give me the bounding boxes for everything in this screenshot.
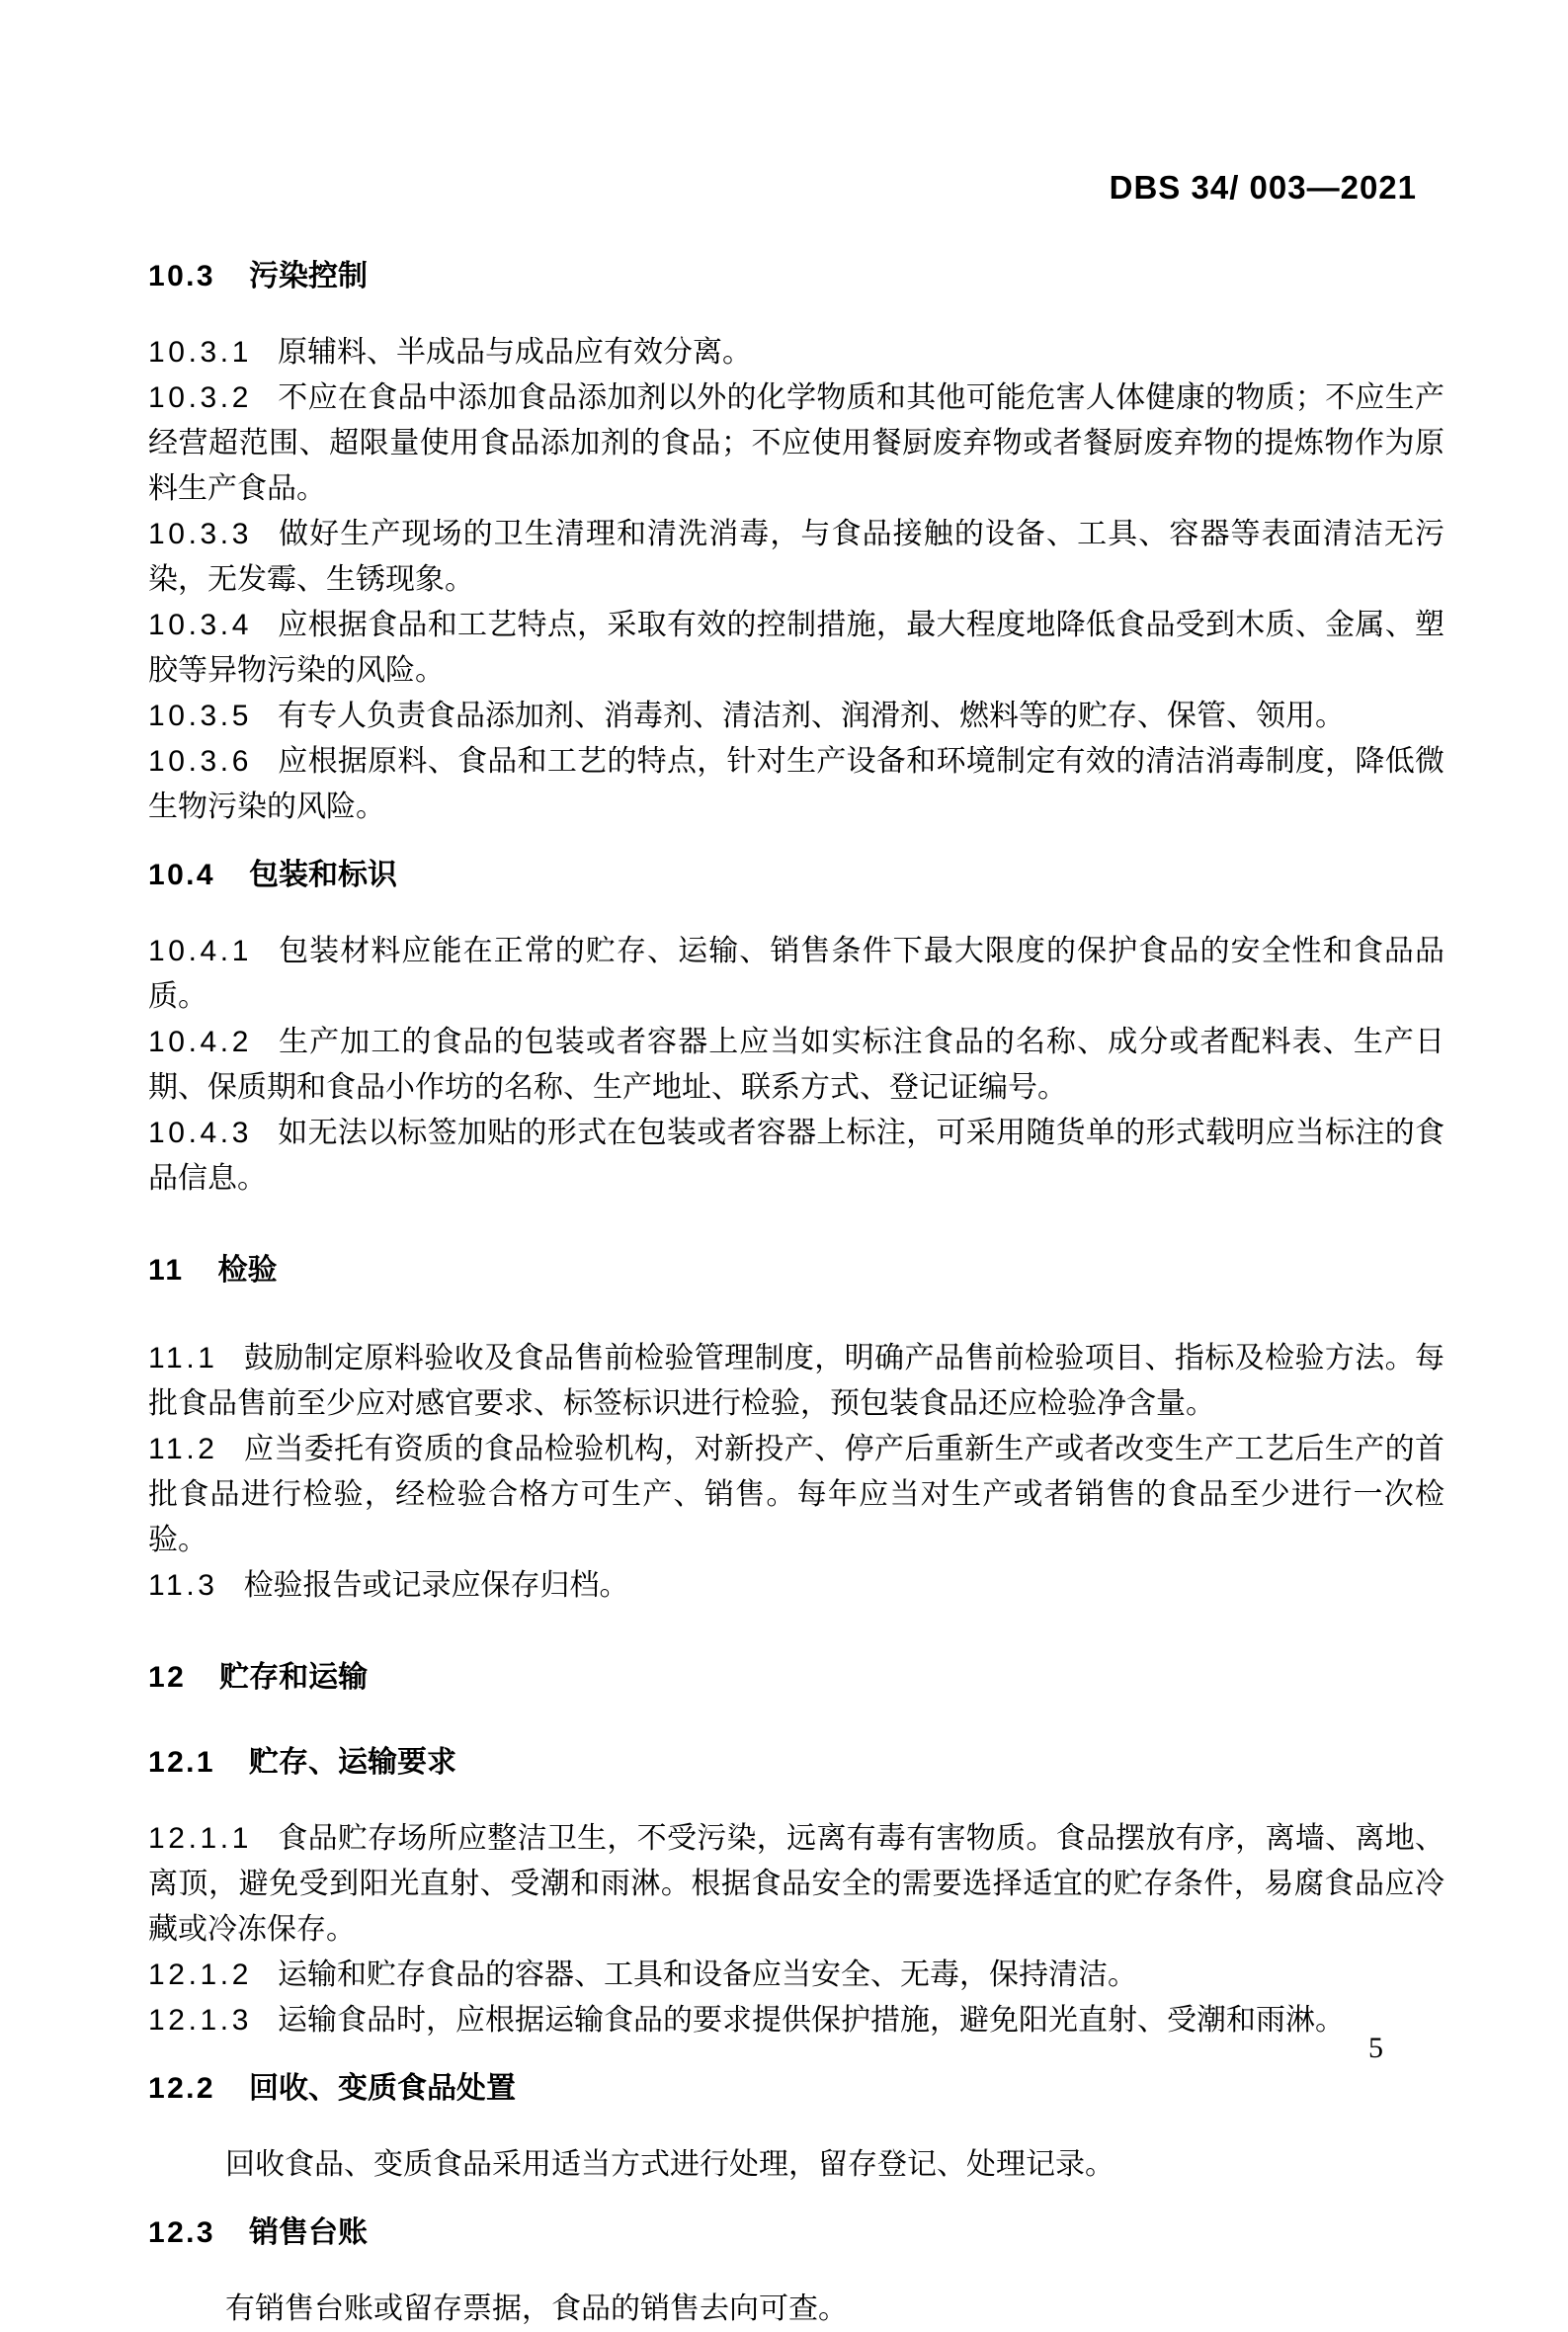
paragraph-12-2: 回收食品、变质食品采用适当方式进行处理，留存登记、处理记录。	[225, 2148, 1114, 2181]
heading-title: 检验	[217, 1254, 278, 1287]
clause-10-3-1	[148, 330, 1444, 375]
clause-number: 10.4.1	[148, 935, 253, 967]
clause-text: 如无法以标签加贴的形式在包装或者容器上标注，可采用随货单的形式载明应当标注的食品信息。	[148, 1117, 1444, 1195]
clause-number: 10.4.2	[148, 1026, 253, 1058]
heading-number: 12	[148, 1661, 187, 1694]
clause-text: 包装材料应能在正常的贮存、运输、销售条件下最大限度的保护食品的安全性和食品品质。	[148, 935, 1444, 1013]
chapter-heading-11	[148, 1251, 1444, 1291]
clause-number: 10.3.6	[148, 745, 253, 778]
document-code: DBS 34/ 003—2021	[1109, 169, 1417, 206]
clause-10-3-5	[148, 694, 1444, 739]
heading-title: 贮存和运输	[219, 1661, 369, 1694]
heading-title: 包装和标识	[249, 859, 397, 891]
clause-11-3	[148, 1563, 1444, 1609]
heading-number: 10.3	[148, 260, 215, 292]
clause-number: 12.1.1	[148, 1822, 253, 1855]
heading-title: 贮存、运输要求	[249, 1746, 456, 1779]
clause-text: 鼓励制定原料验收及食品售前检验管理制度，明确产品售前检验项目、指标及检验方法。每批食品售前至少应对感官要求、标签标识进行检验，预包装食品还应检验净含量。	[148, 1342, 1444, 1420]
chapter-heading-12	[148, 1658, 1444, 1698]
clause-number: 11.2	[148, 1433, 218, 1465]
clause-text: 不应在食品中添加食品添加剂以外的化学物质和其他可能危害人体健康的物质；不应生产经营超范围、超限量使用食品添加剂的食品；不应使用餐厨废弃物或者餐厨废弃物的提炼物作为原料生产食品。	[148, 381, 1444, 505]
clause-11-2	[148, 1427, 1444, 1563]
clause-10-4-2	[148, 1020, 1444, 1111]
section-heading-12-3	[148, 2213, 1444, 2253]
clause-text: 有专人负责食品添加剂、消毒剂、清洁剂、润滑剂、燃料等的贮存、保管、领用。	[278, 700, 1346, 732]
heading-number: 12.3	[148, 2216, 215, 2249]
clause-10-3-3	[148, 512, 1444, 603]
clause-11-1	[148, 1336, 1444, 1427]
clause-10-3-4	[148, 603, 1444, 694]
clause-10-4-3	[148, 1111, 1444, 1202]
heading-title: 污染控制	[249, 260, 368, 292]
clause-text: 应根据原料、食品和工艺的特点，针对生产设备和环境制定有效的清洁消毒制度，降低微生物污染的风险。	[148, 745, 1444, 823]
page-number: 5	[1368, 2032, 1383, 2064]
clause-10-4-1	[148, 929, 1444, 1020]
clause-text: 检验报告或记录应保存归档。	[243, 1569, 629, 1602]
heading-number: 10.4	[148, 859, 215, 891]
clause-number: 10.3.2	[148, 381, 253, 414]
heading-title: 回收、变质食品处置	[249, 2072, 516, 2105]
clause-number: 12.1.2	[148, 1958, 253, 1991]
heading-number: 12.2	[148, 2072, 215, 2105]
heading-number: 11	[148, 1254, 185, 1287]
clause-number: 10.3.4	[148, 609, 253, 641]
clause-text: 原辅料、半成品与成品应有效分离。	[278, 336, 753, 369]
clause-number: 10.3.5	[148, 700, 253, 732]
clause-number: 12.1.3	[148, 2004, 253, 2037]
paragraph-12-3: 有销售台账或留存票据，食品的销售去向可查。	[225, 2292, 848, 2325]
clause-12-1-1	[148, 1816, 1444, 1953]
section-heading-10-4	[148, 856, 1444, 895]
section-heading-10-3	[148, 257, 1444, 296]
clause-text: 应当委托有资质的食品检验机构，对新投产、停产后重新生产或者改变生产工艺后生产的首批食品进行检验，经检验合格方可生产、销售。每年应当对生产或者销售的食品至少进行一次检验。	[148, 1433, 1444, 1556]
clause-10-3-2	[148, 375, 1444, 512]
clause-text: 做好生产现场的卫生清理和清洗消毒，与食品接触的设备、工具、容器等表面清洁无污染，无发霉、生锈现象。	[148, 518, 1444, 596]
clause-text: 生产加工的食品的包装或者容器上应当如实标注食品的名称、成分或者配料表、生产日期、保质期和食品小作坊的名称、生产地址、联系方式、登记证编号。	[148, 1026, 1444, 1104]
clause-number: 10.3.1	[148, 336, 253, 369]
clause-number: 10.4.3	[148, 1117, 253, 1149]
clause-10-3-6	[148, 739, 1444, 830]
clause-text: 运输和贮存食品的容器、工具和设备应当安全、无毒，保持清洁。	[278, 1958, 1138, 1991]
clause-12-1-2	[148, 1953, 1444, 1998]
clause-text: 食品贮存场所应整洁卫生，不受污染，远离有毒有害物质。食品摆放有序，离墙、离地、离顶，避免受到阳光直射、受潮和雨淋。根据食品安全的需要选择适宜的贮存条件，易腐食品应冷藏或冷冻保存。	[148, 1822, 1444, 1946]
heading-number: 12.1	[148, 1746, 215, 1779]
clause-number: 11.3	[148, 1569, 218, 1602]
clause-number: 11.1	[148, 1342, 218, 1374]
section-heading-12-1	[148, 1743, 1444, 1783]
clause-text: 应根据食品和工艺特点，采取有效的控制措施，最大程度地降低食品受到木质、金属、塑胶等异物污染的风险。	[148, 609, 1444, 687]
clause-text: 运输食品时，应根据运输食品的要求提供保护措施，避免阳光直射、受潮和雨淋。	[278, 2004, 1346, 2037]
clause-number: 10.3.3	[148, 518, 253, 550]
section-heading-12-2	[148, 2069, 1444, 2109]
heading-title: 销售台账	[249, 2216, 368, 2249]
clause-12-1-3	[148, 1998, 1444, 2043]
